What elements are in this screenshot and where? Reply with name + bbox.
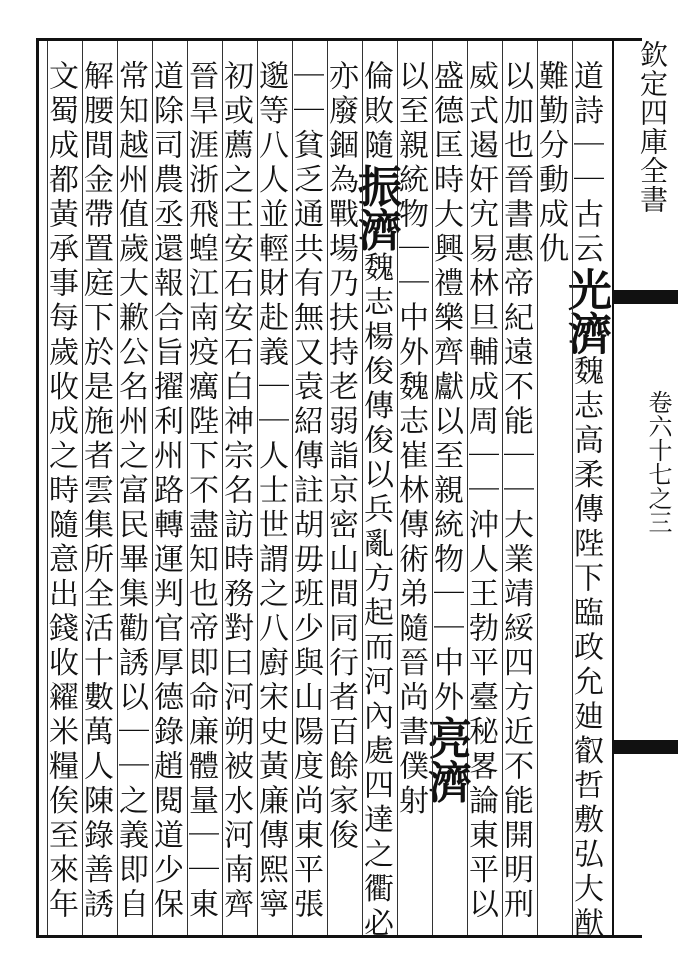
column-text: 解腰間金帶置庭下於是施者雲集所全活十數萬人陳錄善誘 bbox=[78, 60, 113, 923]
column-text-continued: 魏志高柔傳陛下臨政允廸叡哲敷弘大猷 bbox=[568, 355, 603, 942]
column-text: 晉旱涯浙飛蝗江南疫癘陛下不盡知也帝即命廉體量｜｜東 bbox=[183, 60, 218, 923]
column-text: 道除司農丞還報合旨擢利州路轉運判官厚德錄趙閱道少保 bbox=[148, 60, 183, 923]
text-column bbox=[43, 60, 83, 930]
column-text: 以至親統物｜｜中外 bbox=[393, 60, 428, 371]
headword: 光濟 bbox=[560, 267, 611, 355]
text-column bbox=[350, 60, 401, 942]
text-column bbox=[113, 60, 153, 930]
text-column bbox=[498, 60, 538, 930]
column-text: 道詩｜｜古云 bbox=[568, 60, 603, 267]
column-rule bbox=[47, 41, 48, 935]
text-column bbox=[78, 60, 118, 930]
column-text: 邈等八人並輕財赴義｜｜人士世謂之八廚宋史黃廉傳熙寧 bbox=[253, 60, 288, 923]
text-column bbox=[253, 60, 293, 930]
text-column bbox=[148, 60, 188, 930]
text-column bbox=[183, 60, 223, 930]
column-text-continued: 魏志楊俊傳俊以兵亂方起而河內處四達之衢必 bbox=[358, 251, 393, 942]
text-column bbox=[218, 60, 258, 930]
text-column bbox=[463, 60, 503, 930]
column-text: ｜｜貧乏通共有無又袁紹傳註胡毋班少與山陽度尚東平張 bbox=[288, 60, 323, 923]
text-column bbox=[323, 60, 363, 930]
column-text: 初或薦之王安石安石白神宗名訪時務對曰河朔被水河南齊 bbox=[218, 60, 253, 923]
margin-fishtail-top bbox=[612, 290, 678, 304]
text-column bbox=[288, 60, 328, 930]
column-text: 常知越州值歲大歉公名州之富民畢集勸誘以｜｜之義即自 bbox=[113, 60, 148, 923]
column-text: 文蜀成都黃承事每歲收成之時隨意出錢收糴米糧俟至來年 bbox=[43, 60, 78, 923]
text-column bbox=[533, 60, 573, 930]
text-column bbox=[560, 60, 611, 942]
text-column bbox=[420, 60, 471, 930]
text-column bbox=[393, 60, 433, 930]
column-text: 倫敗隨 bbox=[358, 60, 393, 164]
headword: 亮濟 bbox=[420, 715, 471, 804]
headword: 振濟 bbox=[350, 163, 401, 252]
book-title: 欽定四庫全書 bbox=[636, 40, 669, 214]
column-text: 威式遏奸宄易林旦輔成周｜｜沖人王勃平臺秘畧論東平以 bbox=[463, 60, 498, 923]
column-text-continued: 魏志崔林傳術弟隨晉尚書僕射 bbox=[393, 370, 428, 819]
column-text-continued: 為戰場乃扶持老弱詣京密山間同行者百餘家俊 bbox=[323, 163, 358, 854]
column-text: 盛德匡時大興禮樂齊獻以至親統物｜｜中外 bbox=[428, 60, 463, 716]
column-text: 亦廢錮 bbox=[323, 60, 358, 164]
volume-label: 卷六十七之三 bbox=[644, 390, 672, 534]
column-text: 以加也晉書惠帝紀遠不能｜｜大業靖綏四方近不能開明刑 bbox=[498, 60, 533, 923]
margin-fishtail-bottom bbox=[612, 740, 678, 754]
column-text: 難勤分動成仇 bbox=[533, 60, 568, 267]
